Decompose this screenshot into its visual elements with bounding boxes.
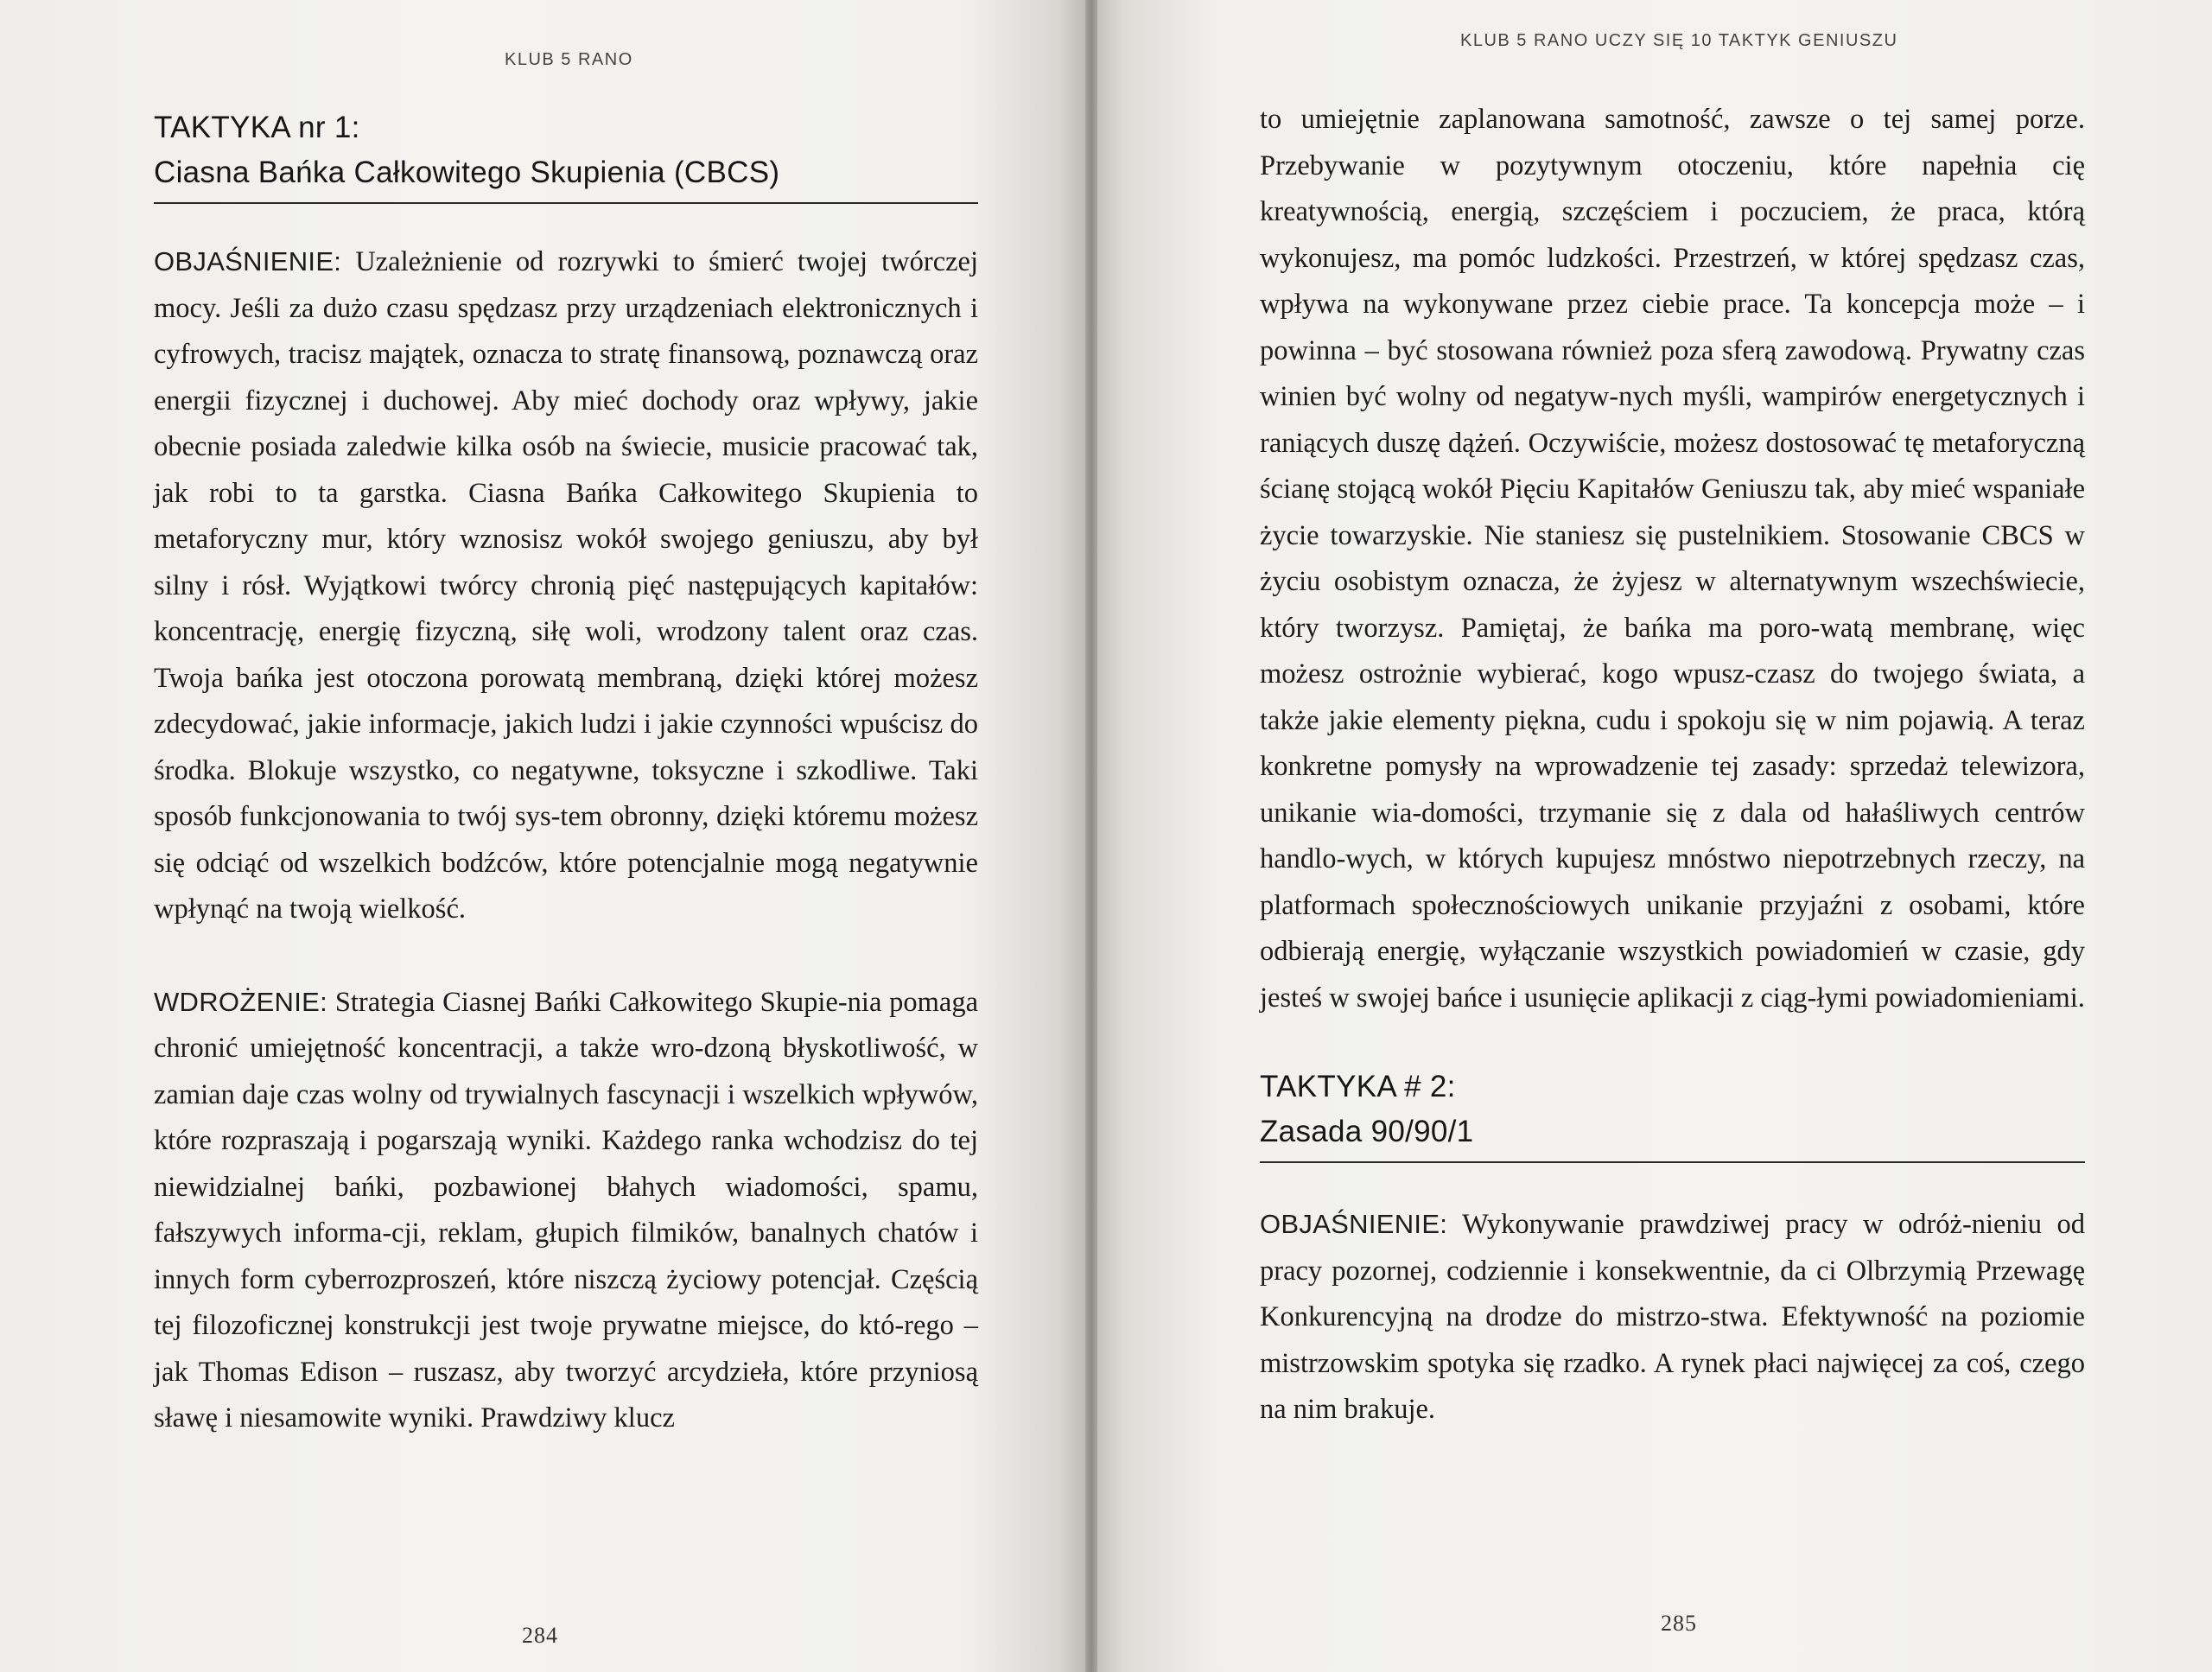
tactic-heading [154,105,978,195]
explanation-paragraph [1260,1201,2085,1434]
running-head: KLUB 5 RANO UCZY SIĘ 10 TAKTYK GENIUSZU [1460,31,1898,50]
tactic-number: TAKTYKA nr 1: [154,111,360,144]
page-content [1260,97,2085,1434]
implementation-text: Strategia Ciasnej Bańki Całkowitego Skupie-nia pomaga chronić umiejętność koncentracji, a także wro-dzoną błyskotliwość, w zamian daje czas wolny od trywialnych fascynacji i wszelkich wpływów, które rozpraszają i pogarszają wyniki. Każdego ranka wchodzisz do tej niewidzialnej bańki, pozbawionej błahych wiadomości, spamu, fałszywych informa-cji, reklam, głupich filmików, banalnych chatów i innych form cyberrozproszeń, które niszczą życiowy potencjał. Częścią tej filozoficznej konstrukcji jest twoje prywatne miejsce, do któ-rego – jak Thomas Edison – ruszasz, aby tworzyć arcydzieła, które przyniosą sławę i niesamowite wyniki. Prawdziwy klucz [154,986,979,1434]
tactic-title: Ciasna Bańka Całkowitego Skupienia (CBCS) [154,156,780,189]
tactic-number: TAKTYKA # 2: [1260,1070,1456,1103]
page-content [154,105,978,1442]
explanation-label: OBJAŚNIENIE: [154,246,342,277]
implementation-paragraph [154,979,978,1442]
explanation-paragraph [154,238,978,933]
tactic-title: Zasada 90/90/1 [1260,1115,1474,1148]
tactic-heading [1260,1065,2085,1154]
right-page [1090,0,2212,1672]
page-number: 285 [1661,1611,1697,1636]
explanation-text: Uzależnienie od rozrywki to śmierć twojej twórczej mocy. Jeśli za dużo czasu spędzasz przy urządzeniach elektronicznych i cyfrowych, tracisz majątek, oznacza to stratę finansową, poznawczą oraz energii fizycznej i duchowej. Aby mieć dochody oraz wpływy, jakie obecnie posiada zaledwie kilka osób na świecie, musicie pracować tak, jak robi to ta garstka. Ciasna Bańka Całkowitego Skupienia to metaforyczny mur, który wznosisz wokół swojego geniuszu, aby był silny i rósł. Wyjątkowi twórcy chronią pięć następujących kapitałów: koncentrację, energię fizyczną, siłę woli, wrodzony talent oraz czas. Twoja bańka jest otoczona porowatą membraną, dzięki której możesz zdecydować, jakie informacje, jakich ludzi i jakie czynności wpuścisz do środka. Blokuje wszystko, co negatywne, toksyczne i szkodliwe. Taki sposób funkcjonowania to twój sys-tem obronny, dzięki któremu możesz się odciąć od wszelkich bodźców, które potencjalnie mogą negatywnie wpłynąć na twoją wielkość. [154,246,978,925]
explanation-label: OBJAŚNIENIE: [1260,1209,1448,1239]
book-gutter [1085,0,1097,1672]
continuation-paragraph: to umiejętnie zaplanowana samotność, zawsze o tej samej porze. Przebywanie w pozytywnym otoczeniu, które napełnia cię kreatywnością, energią, szczęściem i poczuciem, że praca, którą wykonujesz, ma pomóc ludzkości. Przestrzeń, w której spędzasz czas, wpływa na wykonywane przez ciebie prace. Ta koncepcja może – i powinna – być stosowana również poza sferą zawodową. Prywatny czas winien być wolny od negatyw-nych myśli, wampirów energetycznych i raniących duszę dążeń. Oczywiście, możesz dostosować tę metaforyczną ścianę stojącą wokół Pięciu Kapitałów Geniuszu tak, aby mieć wspaniałe życie towarzyskie. Nie staniesz się pustelnikiem. Stosowanie CBCS w życiu osobistym oznacza, że żyjesz w alternatywnym wszechświecie, który tworzysz. Pamiętaj, że bańka ma poro-watą membranę, więc możesz ostrożnie wybierać, kogo wpusz-czasz do twojego świata, a także jakie elementy piękna, cudu i spokoju się w nim pojawią. A teraz konkretne pomysły na wprowadzenie tej zasady: sprzedaż telewizora, unikanie wia-domości, trzymanie się z dala od hałaśliwych centrów handlo-wych, w których kupujesz mnóstwo niepotrzebnych rzeczy, na platformach społecznościowych unikanie przyjaźni z osobami, które odbierają energię, wyłączanie wszystkich powiadomień w czasie, gdy jesteś w swojej bańce i usunięcie aplikacji z ciąg-łymi powiadomieniami. [1260,104,2085,1014]
running-head: KLUB 5 RANO [505,50,633,69]
heading-divider [1260,1161,2085,1163]
page-number: 284 [522,1623,558,1648]
implementation-label: WDROŻENIE: [154,986,328,1017]
explanation-text: Wykonywanie prawdziwej pracy w odróż-nieniu od pracy pozornej, codziennie i konsekwentnie, da ci Olbrzymią Przewagę Konkurencyjną na drodze do mistrzo-stwa. Efektywność na poziomie mistrzowskim spotyka się rzadko. A rynek płaci najwięcej za coś, czego na nim brakuje. [1260,1209,2085,1425]
left-page [0,0,1090,1672]
heading-divider [154,202,978,204]
